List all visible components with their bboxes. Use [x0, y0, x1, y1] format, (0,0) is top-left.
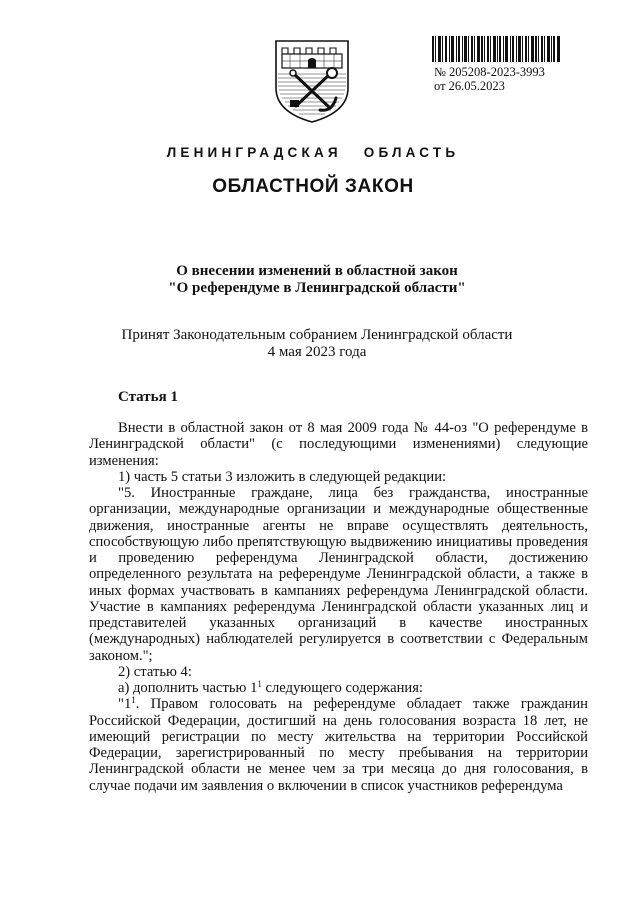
document-type-heading: ОБЛАСТНОЙ ЗАКОН [212, 176, 414, 197]
item-2-paragraph: 2) статью 4: [118, 663, 192, 680]
registration-number: № 205208-2023-3993 [434, 65, 545, 79]
law-title-line-1: О внесении изменений в областной закон [176, 263, 458, 279]
part-1-1-text: . Правом голосовать на референдуме обладает также гражданин Российской Федерации, достигший на день голосования возраста 18 лет, не имеющий регистрации по месту жительства на территории Российской Федерации, зарегистрированный по месту пребывания на территории Ленинградской области не менее чем за три месяца до дня голосования, в случае подачи им заявления о включении в список участников референдума [89, 696, 588, 794]
item-2a-text-end: следующего содержания: [261, 680, 423, 696]
article-intro-paragraph: Внести в областной закон от 8 мая 2009 года № 44-оз "О референдуме в Ленинградской области" (с последующими изменениями) следующие изменения: [89, 420, 588, 469]
registration-info [434, 65, 545, 93]
item-2a-paragraph [89, 680, 588, 696]
adoption-line-2: 4 мая 2023 года [267, 344, 367, 360]
part-1-1-number: "1 [118, 696, 132, 713]
coat-of-arms-emblem [272, 38, 352, 124]
item-1-paragraph: 1) часть 5 статьи 3 изложить в следующей редакции: [118, 468, 447, 485]
law-title-line-2: "О референдуме в Ленинградской области" [168, 280, 466, 296]
item-1-text-paragraph: "5. Иностранные граждане, лица без гражданства, иностранные организации, международные организации и международные общественные движения, иностранные агенты не вправе осуществлять деятельность, способствующую либо препятствующую выдвижению инициативы проведения и проведению референдума Ленинградской области, достижению определенного результата на референдуме Ленинградской области, а также в иных формах участвовать в кампаниях референдума Ленинградской области. Участие в кампаниях референдума Ленинградской области указанных лиц и представителей указанных организаций в качестве иностранных (международных) наблюдателей регулируется в соответствии с Федеральным законом."; [89, 485, 588, 664]
item-2a-superscript: 1 [257, 679, 262, 689]
part-1-1-superscript: 1 [131, 695, 136, 706]
article-heading: Статья 1 [118, 389, 178, 405]
law-title [0, 263, 634, 297]
barcode [432, 36, 560, 62]
region-heading: ЛЕНИНГРАДСКАЯ ОБЛАСТЬ [166, 145, 460, 160]
item-2a-text: а) дополнить частью 1 [118, 680, 258, 696]
adoption-line-1: Принят Законодательным собранием Ленинградской области [121, 327, 513, 343]
adoption-note [0, 327, 634, 361]
registration-date: от 26.05.2023 [434, 79, 505, 93]
article-body [89, 420, 588, 794]
part-1-1-paragraph [89, 696, 588, 794]
